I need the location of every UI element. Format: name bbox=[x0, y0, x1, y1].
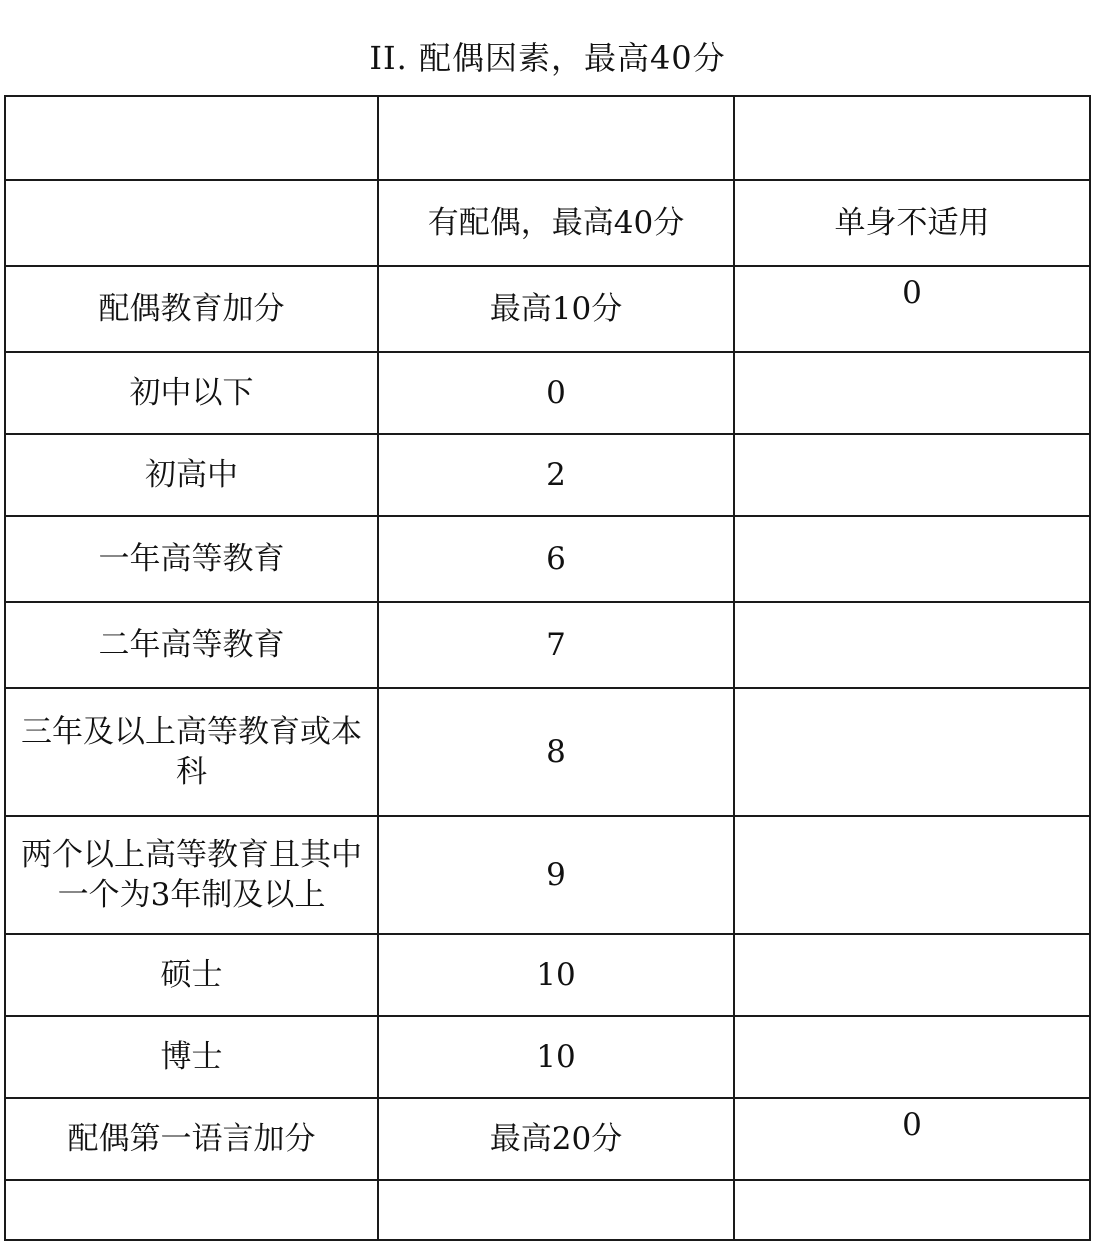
row-label: 博士 bbox=[5, 1016, 378, 1098]
row-label: 一年高等教育 bbox=[5, 516, 378, 602]
row-single-points bbox=[734, 602, 1090, 688]
table-row bbox=[5, 934, 1090, 1016]
row-with-spouse-points: 8 bbox=[378, 688, 734, 816]
row-with-spouse-points: 0 bbox=[378, 352, 734, 434]
row-with-spouse-points: 10 bbox=[378, 934, 734, 1016]
row-with-spouse-points: 最高10分 bbox=[378, 266, 734, 352]
row-single-points: 0 bbox=[734, 266, 1090, 352]
table-row bbox=[5, 816, 1090, 934]
table-row bbox=[5, 516, 1090, 602]
row-single-points bbox=[734, 1016, 1090, 1098]
row-single-points bbox=[734, 434, 1090, 516]
table-row bbox=[5, 602, 1090, 688]
row-with-spouse-points: 10 bbox=[378, 1016, 734, 1098]
row-single-points: 0 bbox=[734, 1098, 1090, 1180]
row-single-points bbox=[734, 934, 1090, 1016]
row-single-points bbox=[734, 816, 1090, 934]
row-label: 硕士 bbox=[5, 934, 378, 1016]
page-title: II. 配偶因素，最高40分 bbox=[369, 39, 726, 77]
row-label: 三年及以上高等教育或本科 bbox=[5, 688, 378, 816]
table-row bbox=[5, 1016, 1090, 1098]
table-row bbox=[5, 266, 1090, 352]
header-cell-with-spouse: 有配偶，最高40分 bbox=[378, 180, 734, 266]
table-row bbox=[5, 434, 1090, 516]
table-cell bbox=[734, 96, 1090, 180]
table-row bbox=[5, 1180, 1090, 1240]
row-single-points bbox=[734, 516, 1090, 602]
row-single-points bbox=[734, 1180, 1090, 1240]
header-cell-single: 单身不适用 bbox=[734, 180, 1090, 266]
row-with-spouse-points: 最高20分 bbox=[378, 1098, 734, 1180]
row-label: 两个以上高等教育且其中一个为3年制及以上 bbox=[5, 816, 378, 934]
spouse-factors-table bbox=[4, 95, 1091, 1241]
row-label bbox=[5, 1180, 378, 1240]
table-header-row bbox=[5, 180, 1090, 266]
row-label: 初高中 bbox=[5, 434, 378, 516]
row-label: 初中以下 bbox=[5, 352, 378, 434]
table-row bbox=[5, 1098, 1090, 1180]
header-cell-category bbox=[5, 180, 378, 266]
row-label: 配偶第一语言加分 bbox=[5, 1098, 378, 1180]
row-label: 配偶教育加分 bbox=[5, 266, 378, 352]
table-row-empty bbox=[5, 96, 1090, 180]
table-cell bbox=[378, 96, 734, 180]
row-single-points bbox=[734, 688, 1090, 816]
table-cell bbox=[5, 96, 378, 180]
row-with-spouse-points: 7 bbox=[378, 602, 734, 688]
row-with-spouse-points: 2 bbox=[378, 434, 734, 516]
row-single-points bbox=[734, 352, 1090, 434]
row-with-spouse-points: 6 bbox=[378, 516, 734, 602]
row-label: 二年高等教育 bbox=[5, 602, 378, 688]
table-row bbox=[5, 688, 1090, 816]
table-row bbox=[5, 352, 1090, 434]
row-with-spouse-points bbox=[378, 1180, 734, 1240]
row-with-spouse-points: 9 bbox=[378, 816, 734, 934]
